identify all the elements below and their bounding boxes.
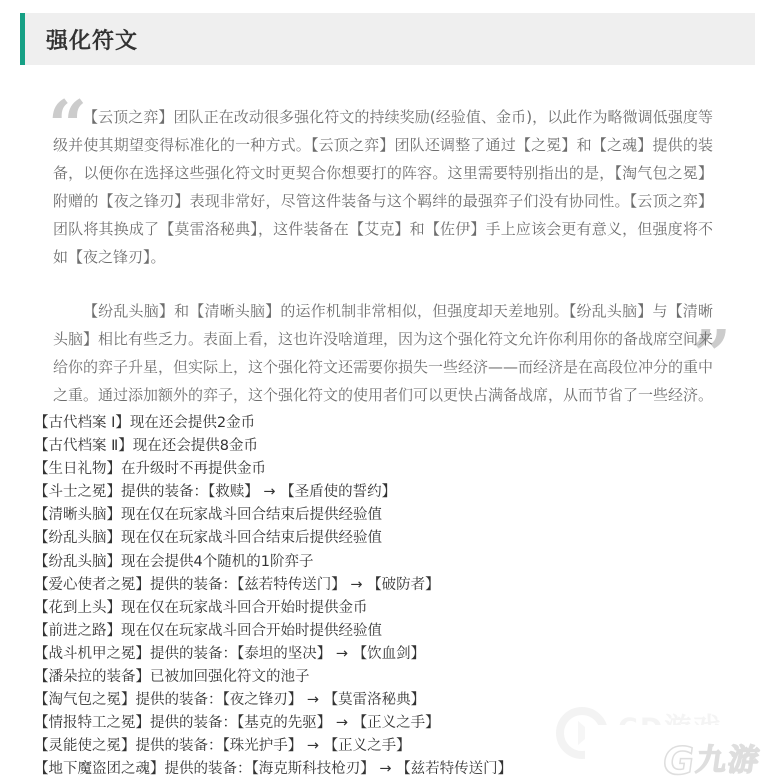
list-item: 【前进之路】现在仅在玩家战斗回合开始时提供经验值: [34, 622, 382, 639]
quote-paragraph-2: 【纷乱头脑】和【清晰头脑】的运作机制非常相似，但强度却天差地别。【纷乱头脑】与【清晰头脑】相比有些乏力。表面上看，这也许没啥道理，因为这个强化符文允许你利用你的备战席空间来给你的弈子升星，但实际上，这个强化符文还需要你损失一些经济——而经济是在高段位冲分的重中之重。通过添加额外的弈子，这个强化符文的使用者们可以更快占满备战席，从而节省了一些经济。: [53, 302, 714, 404]
close-quote-icon: ”: [692, 316, 732, 396]
list-item: 【古代档案 Ⅱ】现在还会提供8金币: [34, 438, 258, 455]
list-item: 【纷乱头脑】现在会提供4个随机的1阶弈子: [34, 553, 314, 570]
quote-paragraph-1: 【云顶之弈】团队正在改动很多强化符文的持续奖励(经验值、金币)，以此作为略微调低强度等级并使其期望变得标准化的一种方式。【云顶之弈】团队还调整了通过【之冕】和【之魂】提供的装备，以便你在选择这些强化符文时更契合你想要打的阵容。这里需要特别指出的是，【淘气包之冕】附赠的【夜之锋刃】表现非常好，尽管这件装备与这个羁绊的最强弈子们没有协同性。【云顶之弈】团队将其换成了【莫雷洛秘典】，这件装备在【艾克】和【佐伊】手上应该会更有意义，但强度将不如【夜之锋刃】。: [53, 108, 713, 266]
list-item: 【灵能使之冕】提供的装备：【珠光护手】 → 【正义之手】: [34, 738, 411, 755]
list-item: 【古代档案 Ⅰ】现在还会提供2金币: [34, 415, 256, 431]
list-item: 【纷乱头脑】现在仅在玩家战斗回合结束后提供经验值: [34, 530, 382, 547]
list-item: 【淘气包之冕】提供的装备：【夜之锋刃】 → 【莫雷洛秘典】: [34, 692, 426, 709]
list-item: 【爱心使者之冕】提供的装备：【兹若特传送门】 → 【破防者】: [34, 576, 440, 593]
list-item: 【斗士之冕】提供的装备：【救赎】 → 【圣盾使的誓约】: [34, 484, 397, 501]
open-quote-icon: “: [48, 86, 88, 166]
list-item: 【花到上头】现在仅在玩家战斗回合开始时提供金币: [34, 599, 368, 616]
list-item: 【潘朵拉的装备】已被加回强化符文的池子: [34, 669, 310, 686]
list-item: 【战斗机甲之冕】提供的装备：【泰坦的坚决】 → 【饮血剑】: [34, 645, 426, 662]
changelog-list: [34, 412, 734, 782]
blockquote: [53, 103, 713, 409]
niugame-watermark-text: 九游: [693, 743, 763, 778]
niugame-logo-icon: G: [659, 739, 698, 783]
list-item: 【清晰头脑】现在仅在玩家战斗回合结束后提供经验值: [34, 507, 382, 524]
section-header: [20, 13, 755, 65]
list-item: 【生日礼物】在升级时不再提供金币: [34, 461, 266, 478]
list-item: 【情报特工之冕】提供的装备：【基克的先驱】 → 【正义之手】: [34, 715, 440, 732]
page-title: 强化符文: [46, 28, 139, 54]
list-item: 【地下魔盗团之魂】提供的装备：【海克斯科技枪刃】 → 【兹若特传送门】: [34, 761, 513, 778]
